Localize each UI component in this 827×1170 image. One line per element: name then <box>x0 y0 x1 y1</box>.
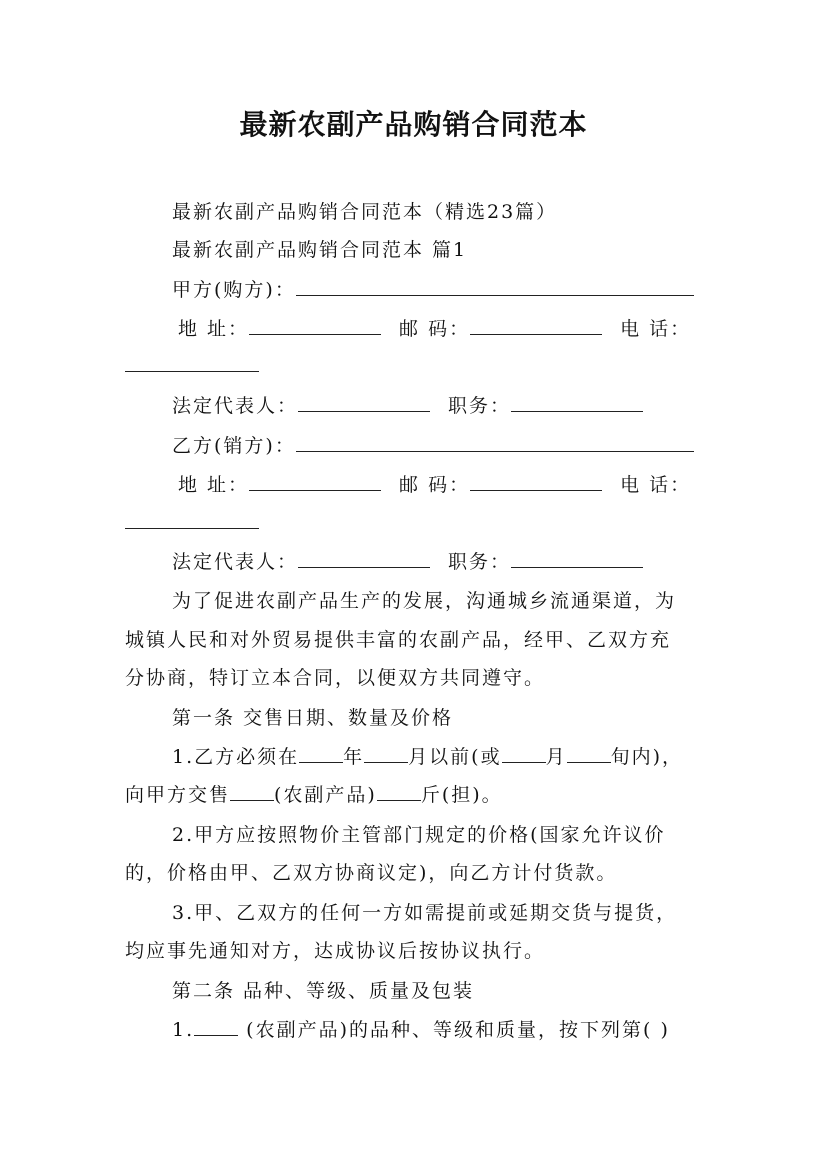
legal-rep-blank[interactable] <box>298 393 430 412</box>
party-b-phone-line <box>125 510 259 536</box>
intro-paragraph-line-2: 城镇人民和对外贸易提供丰富的农副产品，经甲、乙双方充 <box>125 629 672 651</box>
legal-rep-label: 法定代表人： <box>172 395 299 417</box>
legal-rep-blank[interactable] <box>298 549 430 568</box>
product-blank[interactable] <box>230 782 274 801</box>
party-b-contact-line <box>178 472 691 498</box>
party-a-line <box>172 277 694 303</box>
text-fragment: 向甲方交售 <box>125 784 231 806</box>
address-blank[interactable] <box>249 316 381 335</box>
text-fragment: 1.乙方必须在 <box>172 746 300 768</box>
text-fragment: 年 <box>343 746 365 768</box>
party-a-contact-line <box>178 316 691 342</box>
quantity-blank[interactable] <box>377 782 421 801</box>
month-blank[interactable] <box>364 744 408 763</box>
postcode-blank[interactable] <box>470 472 602 491</box>
phone-blank[interactable] <box>125 510 259 529</box>
section-heading: 最新农副产品购销合同范本 篇1 <box>172 239 468 261</box>
intro-paragraph-line-3: 分协商，特订立本合同，以便双方共同遵守。 <box>125 667 546 689</box>
postcode-label: 邮 码： <box>399 318 471 340</box>
text-fragment: (农副产品) <box>274 784 377 806</box>
text-fragment: 1. <box>172 1019 195 1041</box>
postcode-label: 邮 码： <box>399 474 471 496</box>
month-blank[interactable] <box>502 744 546 763</box>
text-fragment: 旬内)， <box>610 746 684 768</box>
party-a-phone-line <box>125 353 259 379</box>
party-a-label: 甲方(购方)： <box>172 279 296 301</box>
address-blank[interactable] <box>249 472 381 491</box>
page-title: 最新农副产品购销合同范本 <box>239 108 588 141</box>
article-1-item-2-line-2: 的，价格由甲、乙双方协商议定)，向乙方计付货款。 <box>125 862 618 884</box>
text-fragment: 月以前(或 <box>408 746 502 768</box>
product-blank[interactable] <box>194 1017 238 1036</box>
text-fragment: 斤(担)。 <box>420 784 503 806</box>
article-1-item-3-line-2: 均应事先通知对方，达成协议后按协议执行。 <box>125 940 546 962</box>
party-b-rep-line <box>172 549 643 575</box>
article-1-item-1-line-1 <box>172 744 683 770</box>
year-blank[interactable] <box>299 744 343 763</box>
text-fragment: 月 <box>545 746 567 768</box>
article-1-item-1-line-2 <box>125 782 503 808</box>
position-blank[interactable] <box>511 549 643 568</box>
article-2-item-1-line-1 <box>172 1017 670 1043</box>
phone-label: 电 话： <box>620 318 692 340</box>
party-b-line <box>172 433 694 459</box>
intro-paragraph-line-1: 为了促进农副产品生产的发展，沟通城乡流通渠道，为 <box>172 590 677 612</box>
period-blank[interactable] <box>567 744 611 763</box>
position-blank[interactable] <box>511 393 643 412</box>
address-label: 地 址： <box>178 318 250 340</box>
legal-rep-label: 法定代表人： <box>172 551 299 573</box>
text-fragment: (农副产品)的品种、等级和质量，按下列第( ) <box>238 1019 670 1041</box>
position-label: 职务： <box>448 395 512 417</box>
article-1-item-3-line-1: 3.甲、乙双方的任何一方如需提前或延期交货与提货， <box>172 902 678 924</box>
party-b-label: 乙方(销方)： <box>172 435 296 457</box>
article-1-title: 第一条 交售日期、数量及价格 <box>172 707 454 729</box>
address-label: 地 址： <box>178 474 250 496</box>
party-b-blank[interactable] <box>296 433 694 452</box>
party-a-blank[interactable] <box>296 277 694 296</box>
doc-subtitle: 最新农副产品购销合同范本（精选23篇） <box>172 201 558 223</box>
position-label: 职务： <box>448 551 512 573</box>
postcode-blank[interactable] <box>470 316 602 335</box>
phone-label: 电 话： <box>620 474 692 496</box>
article-2-title: 第二条 品种、等级、质量及包装 <box>172 980 475 1002</box>
article-1-item-2-line-1: 2.甲方应按照物价主管部门规定的价格(国家允许议价 <box>172 824 666 846</box>
party-a-rep-line <box>172 393 643 419</box>
phone-blank[interactable] <box>125 353 259 372</box>
